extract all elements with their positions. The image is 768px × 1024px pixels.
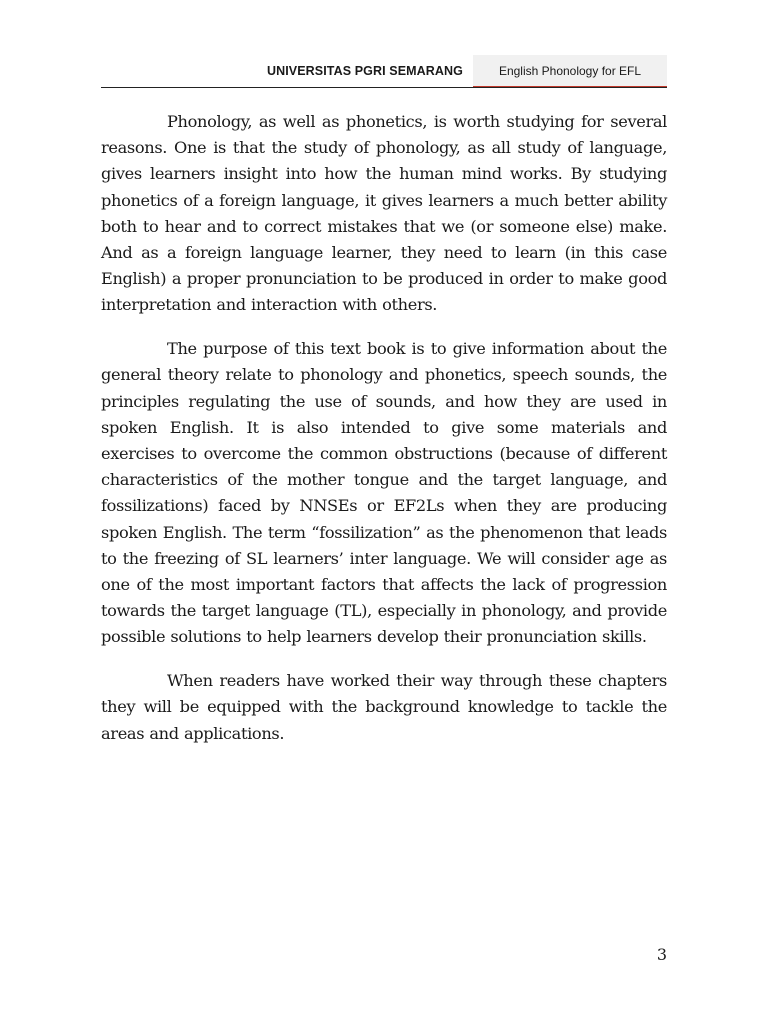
paragraph: When readers have worked their way through these chapters they will be equipped with the background knowledge to tackle the areas and applications. [101, 671, 667, 743]
body-text [101, 109, 667, 764]
paragraph: Phonology, as well as phonetics, is worth studying for several reasons. One is that the study of phonology, as all study of language, gives learners insight into how the human mind works. By studying phonetics of a foreign language, it gives learners a much better ability both to hear and to correct mistakes that we (or someone else) make. And as a foreign language learner, they need to learn (in this case English) a proper pronunciation to be produced in order to make good interpretation and interaction with others. [101, 112, 667, 315]
header-book-title: English Phonology for EFL [473, 55, 667, 87]
page-number: 3 [656, 945, 667, 964]
header-institution: UNIVERSITAS PGRI SEMARANG [266, 64, 463, 78]
paragraph: The purpose of this text book is to give information about the general theory relate to phonology and phonetics, speech sounds, the principles regulating the use of sounds, and how they are used in spoken English. It is also intended to give some materials and exercises to overcome the common obstructions (because of different characteristics of the mother tongue and the target language, and fossilizations) faced by NNSEs or EF2Ls when they are producing spoken English. The term “fossilization” as the phenomenon that leads to the freezing of SL learners’ inter language. We will consider age as one of the most important factors that affects the lack of progression towards the target language (TL), especially in phonology, and provide possible solutions to help learners develop their pronunciation skills. [101, 339, 667, 647]
running-header [101, 55, 667, 88]
